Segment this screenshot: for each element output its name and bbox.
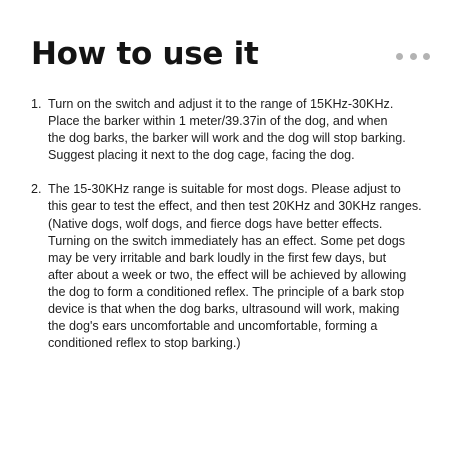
instruction-list [31,96,431,352]
more-dot-icon [423,53,430,60]
instruction-step [31,181,431,352]
step-number: 1. [31,97,42,111]
more-dot-icon [396,53,403,60]
more-options-icon[interactable] [396,50,430,62]
instruction-step [31,96,431,164]
step-text: Turn on the switch and adjust it to the range of 15KHz-30KHz. Place the barker within 1 meter/39.37in of the dog, and when the dog barks, the barker will work and the dog will stop barking. Suggest placing it next to the dog cage, facing the dog. [48,97,406,163]
page-title: How to use it [31,36,259,72]
step-text: The 15-30KHz range is suitable for most dogs. Please adjust to this gear to test the effect, and then test 20KHz and 30KHz ranges. (Native dogs, wolf dogs, and fierce dogs have better effects. Turning on the switch immediately has an effect. Some pet dogs may be very irritable and bark loudly in the first few days, but after about a week or two, the effect will be achieved by allowing the dog to form a conditioned reflex. The principle of a bark stop device is that when the dog barks, ultrasound will work, making the dog's ears uncomfortable and uncomfortable, forming a conditioned reflex to stop barking.) [48,182,422,351]
more-dot-icon [410,53,417,60]
step-number: 2. [31,182,42,197]
